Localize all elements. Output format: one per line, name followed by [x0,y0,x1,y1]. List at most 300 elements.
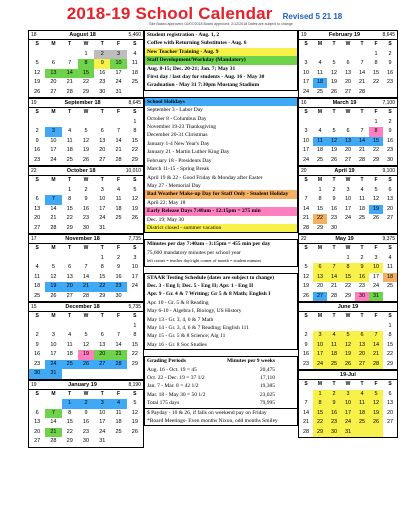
calendar-right-1 [298,98,398,166]
calendar-day: 28 [358,88,366,95]
calendar-day: 2 [360,254,364,261]
calendar-day: 5 [369,390,383,400]
day-of-week: S [388,177,392,183]
calendar-day: 3 [94,399,110,409]
calendar-day: 2 [35,332,39,338]
calendar-day: 4 [35,264,39,270]
day-of-week: T [100,390,104,397]
grading-row [145,399,297,407]
day-of-week: T [360,313,364,319]
grading-row [145,382,297,390]
calendar-day: 13 [99,341,106,348]
calendar-day: 18 [115,205,122,212]
day-of-week: T [332,109,336,115]
calendar-day: 20 [386,409,394,416]
calendar-day: 13 [313,273,327,283]
calendar-header [29,235,143,244]
calendar-day: 1 [62,399,78,409]
calendar-day: 16 [115,273,122,280]
calendar-day: 4 [68,332,72,338]
approval-note: Site Based approved: 02/07/2018 Board approved: 2/12/2018 Dates are subject to change [149,22,293,26]
calendar-day: 30 [327,428,341,438]
calendar-day: 7 [45,409,61,419]
calendar-day: 8 [313,399,327,409]
calendar-day: 27 [34,438,41,444]
calendar-day: 9 [35,137,39,144]
calendar-month: May 19 [335,236,354,242]
calendar-day [127,437,143,447]
calendar-day: 20 [355,350,369,360]
early-release: Early Release Days 7:40am - 12:15pm = 275 min [145,207,297,215]
calendar-day: 1 [100,254,104,261]
calendar-day [327,50,341,60]
calendar-header [299,167,397,176]
calendar-count: 10,010 [125,168,141,174]
calendar-day: 21 [45,428,61,438]
calendar-day: 29 [131,360,138,367]
calendar-day [45,254,61,264]
calendar-day [29,186,45,196]
calendar-day: 2 [94,50,110,60]
calendar-day: 1 [84,50,88,57]
day-of-week: T [68,245,72,251]
calendar-day: 9 [35,341,39,348]
calendar-num: 22 [301,236,307,242]
bad-weather: Bad Weather Make-up Day for Staff Only - Student Holiday [145,190,297,198]
calendar-day: 9 [388,128,392,134]
calendar-day: 8 [100,264,104,270]
calendar-day: 7 [117,332,121,338]
day-of-week: T [360,177,364,183]
calendar-day: 2 [117,254,121,261]
calendar-day: 22 [313,214,327,224]
day-of-week: T [332,381,336,387]
calendar-day: 30 [82,438,90,444]
grading-period: Mar. 18 - May 30 = 50 1/2 [147,391,206,398]
calendar-day: 14 [355,137,369,147]
calendar-day [355,428,369,438]
calendar-day: 6 [388,390,392,397]
board-note: *Board Meetings- Even months Nixon, odd months Smiley [147,418,278,425]
calendar-day: 15 [131,137,138,144]
calendar-day: 9 [94,59,110,69]
calendar-day: 21 [358,79,366,85]
calendar-header [29,303,143,312]
calendar-num: 22 [31,168,37,174]
calendar-day: 10 [302,137,310,144]
calendar-day: 28 [369,360,383,370]
calendar-day: 19 [302,283,310,289]
calendar-num: 19 [31,100,37,106]
calendar-day: 23 [82,215,90,221]
calendar-day [45,399,61,409]
calendar-day: 26 [131,215,138,221]
calendar-day: 20 [99,147,106,153]
day-of-week: W [345,41,351,47]
calendar-day: 6 [388,186,392,193]
calendar-day: 4 [318,60,322,66]
calendar-day: 16 [34,351,41,357]
calendar-count: 7,100 [382,100,395,106]
calendar-day [355,322,369,332]
calendar-day: 18 [66,147,73,153]
calendar-day: 16 [82,205,90,212]
calendar-day: 5 [133,400,137,406]
calendar-num: 16 [301,100,307,106]
calendar-day [383,88,397,98]
calendar-day [62,118,78,128]
calendar-day: 22 [82,79,90,85]
calendar-day [62,322,78,332]
calendar-day: 30 [355,292,369,302]
calendar-grid [29,40,143,97]
calendar-day: 10 [369,263,383,273]
calendar-day [355,118,369,128]
calendar-day: 17 [99,205,106,212]
calendar-day: 21 [302,215,310,221]
calendar-day: 28 [115,156,122,163]
calendar-day: 18 [327,350,341,360]
calendar-num: 17 [31,236,37,242]
calendar-left-4 [28,302,144,380]
calendar-day [313,50,327,60]
calendar-month: November 18 [65,236,100,242]
holiday-item: April 19 & 22 - Good Friday & Monday after Easter [147,174,263,181]
day-of-week: T [332,313,336,319]
day-of-week: T [68,313,72,319]
day-of-week: S [133,177,137,183]
calendar-day: 14 [62,69,78,79]
calendar-day: 17 [115,69,122,76]
day-of-week: M [317,41,323,47]
calendar-count: 9,100 [382,168,395,174]
calendar-day: 16 [302,351,310,357]
calendar-day: 30 [330,224,338,231]
calendar-day: 15 [66,205,73,212]
calendar-grid [299,380,397,437]
calendar-day: 16 [386,137,394,144]
calendar-day: 25 [115,428,122,435]
calendar-day: 3 [304,60,308,66]
calendar-day: 17 [50,351,57,357]
calendar-day: 9 [304,341,308,348]
calendar-day [45,186,61,196]
calendar-day [299,118,313,128]
calendar-day [78,322,94,332]
calendar-count: 8,190 [128,381,141,388]
calendar-day: 1 [68,186,72,193]
calendar-day: 25 [131,79,138,85]
holiday-item: January 1-4 New Year's Day [147,140,210,147]
day-of-week: T [100,245,104,251]
staar-title: STAAR Testing Schedule (dates are subject to change) [147,274,275,281]
calendar-day: 18 [355,409,369,419]
calendar-day [313,118,327,128]
calendar-day: 16 [355,273,369,283]
calendar-count: 9,375 [382,236,395,242]
calendar-day: 26 [330,88,338,95]
calendar-day: 30 [29,369,45,379]
calendar-header [29,167,143,176]
calendar-day: 31 [99,224,106,231]
calendar-day: 16 [386,69,394,76]
calendar-day: 31 [45,369,61,379]
calendar-day: 8 [68,409,72,416]
calendar-day: 12 [327,137,341,147]
calendar-day [341,224,355,234]
calendar-day: 13 [386,400,394,406]
calendar-month: June 19 [337,304,359,310]
calendar-day: 17 [302,147,310,153]
calendar-day [369,322,383,332]
holiday-item: May 27 - Memorial Day [147,182,201,189]
calendar-day: 12 [82,137,90,144]
calendar-day: 31 [115,88,122,95]
calendar-day: 23 [327,418,341,428]
calendar-grid [299,40,397,97]
page-title: 2018-19 School Calendar [66,4,273,23]
calendar-day: 8 [388,332,392,338]
calendar-day: 9 [84,196,88,202]
calendar-day: 5 [332,128,336,134]
calendar-day: 12 [131,409,138,416]
page-header [0,4,409,24]
calendar-day: 17 [313,350,327,360]
calendar-day: 15 [78,69,94,79]
grading-minutes: 79,995 [259,400,275,407]
day-of-week: F [374,41,378,47]
calendar-day: 5 [35,60,39,66]
calendar-day: 1 [374,50,378,57]
calendar-day: 1 [133,118,137,125]
calendar-day [94,369,110,379]
calendar-day: 23 [82,428,90,435]
day-of-week: T [332,177,336,183]
calendar-day: 31 [341,428,355,438]
calendar-day: 7 [327,263,341,273]
calendar-day: 25 [34,292,41,299]
calendar-day: 1 [313,390,327,400]
calendar-day: 19 [369,205,383,215]
calendar-day: 25 [115,215,122,221]
calendar-day: 22 [344,283,352,289]
calendar-day [299,322,313,332]
calendar-left-0 [28,30,144,98]
day-of-week: W [345,381,351,387]
calendar-day: 8 [133,332,137,338]
calendar-day: 15 [66,419,73,425]
calendar-day: 17 [99,419,106,425]
calendar-day: 27 [50,88,57,95]
day-of-week: M [317,381,323,387]
calendar-day: 31 [369,292,383,302]
calendar-header [29,381,143,390]
calendar-day [355,224,369,234]
calendar-day: 15 [131,341,138,348]
calendar-day: 26 [330,156,338,163]
footnote-block [144,409,298,427]
calendar-day: 27 [34,224,41,231]
calendar-day: 9 [388,60,392,66]
calendar-day: 26 [302,292,310,299]
day-of-week: S [133,313,137,319]
calendar-day [94,322,110,332]
calendar-day [45,322,61,332]
day-of-week: F [117,390,121,397]
calendar-day: 8 [68,196,72,202]
calendar-day: 20 [316,283,324,289]
calendar-day: 26 [82,156,90,163]
calendar-day: 1 [318,186,322,193]
calendar-month: December 18 [65,304,100,310]
calendar-day: 21 [66,79,73,85]
staar-item: Apr. 9 - Gr. 4 & 7 Writing; Gr 5 & 8 Math; English I [147,291,271,298]
day-of-week: T [360,109,364,115]
calendar-day: 13 [344,69,352,76]
calendar-day: 12 [50,273,57,280]
day-of-week: S [388,313,392,319]
calendar-month: 19-Jul [340,372,356,378]
day-of-week: S [304,109,308,115]
calendar-day: 22 [386,351,394,357]
calendar-right-4 [298,302,398,370]
day-of-week: F [117,109,121,115]
calendar-day: 14 [302,409,310,416]
day-of-week: M [317,313,323,319]
calendar-day: 18 [115,419,122,425]
minutes-line-2: left corner = teacher day/right corner of month = student minutes [147,258,262,264]
day-of-week: S [133,390,137,397]
calendar-day: 10 [110,59,126,69]
calendar-day [62,369,78,379]
calendar-month: January 19 [68,381,97,388]
calendar-day: 2 [78,399,94,409]
calendar-day [127,369,143,379]
calendar-left-5 [28,380,144,448]
calendar-right-0 [298,30,398,98]
calendar-day: 13 [45,69,61,79]
grading-header [145,357,297,365]
calendar-day: 11 [355,399,369,409]
holiday-item: November 19-23 Thanksgiving [147,124,216,131]
calendar-day: 18 [131,69,138,76]
calendar-count: 5,460 [128,32,141,38]
calendar-day: 11 [115,196,122,202]
day-of-week: S [133,41,137,47]
calendar-day: 28 [66,88,73,95]
calendar-day: 6 [35,409,39,416]
calendar-day: 25 [386,283,394,289]
calendar-month: March 19 [332,100,357,106]
day-of-week: S [35,41,39,47]
event-staff-dev-dates: Aug. 8-15; Dec. 20-21; Jan. 7; May 31 [147,65,236,72]
calendar-day [383,224,397,234]
day-of-week: F [374,381,378,387]
calendar-day: 24 [45,360,61,370]
grading-period: Total 175 days [147,400,180,407]
calendar-day: 21 [78,282,94,292]
day-of-week: T [100,313,104,319]
calendar-day: 4 [68,128,72,134]
calendar-day: 14 [358,69,366,76]
grading-period: Oct. 22 - Dec. 19 = 37 1/2 [147,375,205,382]
calendar-day: 19 [78,350,94,360]
calendar-day: 27 [386,419,394,425]
calendar-day: 16 [82,419,90,425]
grading-period: Aug. 16 - Oct. 19 = 45 [147,366,197,373]
calendar-day: 20 [344,79,352,85]
calendar-grid [299,312,397,369]
calendar-day: 2 [332,186,336,193]
calendar-day: 3 [45,127,61,137]
calendar-day: 30 [115,292,122,299]
calendar-day: 3 [304,128,308,134]
calendar-day: 14 [327,273,341,283]
calendar-day: 13 [341,137,355,147]
holiday-item: February 18 - Presidents Day [147,157,212,164]
day-of-week: W [83,177,89,183]
calendar-day: 7 [68,60,72,66]
day-of-week: M [317,177,323,183]
calendar-day: 3 [51,332,55,338]
calendar-day: 22 [131,351,138,357]
day-of-week: W [83,390,89,397]
calendar-num: 19 [301,32,307,38]
day-of-week: F [374,177,378,183]
calendar-day: 9 [117,264,121,270]
calendar-day: 9 [327,399,341,409]
calendar-day: 28 [302,224,310,231]
calendar-right-5 [298,370,398,438]
calendar-day: 5 [51,264,55,270]
day-of-week: T [360,245,364,251]
event-staff-dev: Staff Development/Workday (Mandatory) [145,56,297,64]
holidays-block [144,97,298,234]
calendar-day [341,50,355,60]
calendar-day: 28 [330,292,338,299]
holidays-title: School Holidays [145,98,297,106]
day-of-week: T [360,381,364,387]
events-column [144,30,298,426]
calendar-day: 6 [100,332,104,338]
calendar-day: 18 [66,351,73,357]
calendar-day: 26 [369,418,383,428]
calendar-day: 14 [115,137,122,144]
calendar-day: 3 [346,186,350,193]
calendar-day: 3 [110,50,126,60]
minutes-block [144,239,298,266]
day-of-week: T [68,41,72,47]
calendar-day: 11 [115,409,122,416]
day-of-week: S [388,41,392,47]
calendar-grid [29,390,143,447]
calendar-day: 12 [369,399,383,409]
calendar-day: 22 [66,215,73,221]
calendar-header [299,303,397,312]
staar-item: May 6-10 - Algebra I, Biology, US History [147,308,242,315]
calendar-day: 11 [387,264,393,270]
calendar-day: 6 [68,264,72,270]
calendar-day [313,322,327,332]
calendar-day [78,369,94,379]
calendar-day: 13 [34,205,41,212]
calendar-day: 23 [99,79,106,85]
calendar-day: 23 [358,283,366,289]
staar-item: May 14 - Gr. 3, 4, 6 & 7 Reading; English 111 [147,325,249,331]
calendar-day: 28 [358,156,366,163]
calendar-day: 15 [313,409,327,419]
calendar-day: 21 [358,147,366,153]
